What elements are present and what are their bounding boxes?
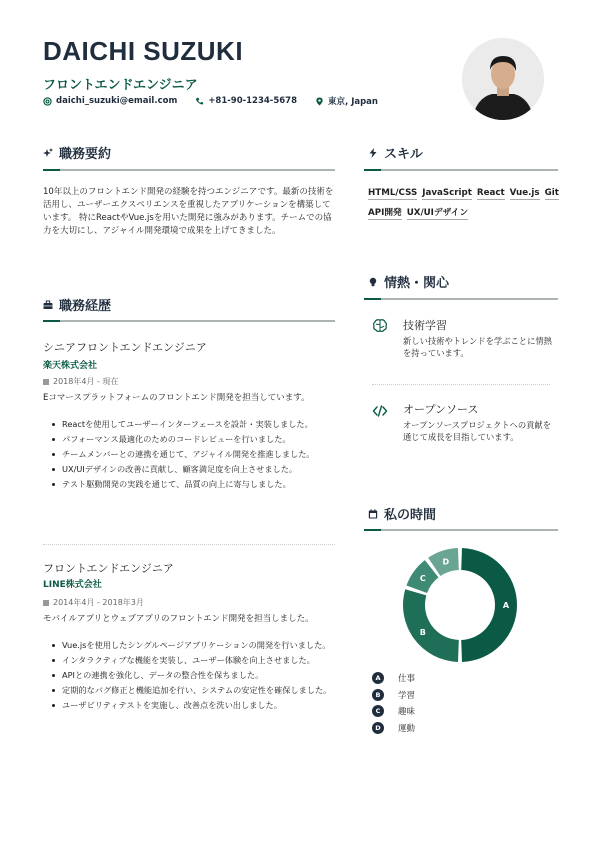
interest-desc-2: オープンソースプロジェクトへの貢献を通じて成長を目指しています。: [403, 420, 552, 442]
donut-label-c: C: [419, 573, 426, 583]
company-1: 楽天株式会社: [43, 361, 98, 371]
donut-label-d: D: [442, 557, 450, 567]
legend-label: 仕事: [398, 674, 416, 685]
list-item: ユーザビリティテストを実施し、改善点を洗い出しました。: [43, 699, 339, 711]
time-donut-chart: [395, 540, 525, 670]
donut-label-b: B: [419, 628, 426, 638]
job-period-2-text: 2014年4月 - 2018年3月: [53, 598, 144, 607]
list-item: テスト駆動開発の実践を通じて、品質の向上に寄与しました。: [43, 478, 333, 490]
contact-email[interactable]: [43, 95, 177, 107]
calendar-icon: [368, 509, 378, 519]
candidate-name: DAICHI SUZUKI: [43, 36, 244, 66]
skill-tag: React: [476, 188, 505, 198]
summary-divider: [43, 169, 335, 171]
skills-divider: [364, 169, 558, 171]
calendar-icon: [43, 379, 49, 385]
legend-marker-c: C: [372, 705, 384, 717]
time-legend: [372, 670, 415, 736]
calendar-icon: [43, 600, 49, 606]
legend-label: 学習: [398, 690, 416, 701]
list-item: インタラクティブな機能を実装し、ユーザー体験を向上させました。: [43, 654, 339, 666]
job-bullets-2: [43, 639, 339, 714]
job-separator: [43, 544, 335, 545]
lightbulb-icon: [368, 277, 378, 287]
location-text: 東京, Japan: [328, 97, 378, 107]
job-bullets-1: [43, 418, 333, 493]
interests-divider: [364, 298, 558, 300]
skills-heading: [368, 143, 423, 162]
legend-row: [372, 687, 415, 704]
interests-heading-text: 情熱・関心: [384, 276, 450, 291]
list-item: チームメンバーとの連携を通じて、アジャイル開発を推進しました。: [43, 448, 333, 460]
time-heading: [368, 504, 436, 523]
skill-tag: Git: [544, 188, 559, 198]
legend-marker-a: A: [372, 672, 384, 684]
location-pin-icon: [315, 97, 324, 106]
contact-location: [315, 95, 378, 107]
list-item: 定期的なバグ修正と機能追加を行い、システムの安定性を確保しました。: [43, 684, 339, 696]
time-heading-text: 私の時間: [384, 508, 437, 523]
skill-tag: UX/UIデザイン: [406, 208, 469, 218]
briefcase-icon: [43, 300, 53, 310]
job-period-1: [43, 376, 118, 387]
skills-heading-text: スキル: [384, 147, 423, 162]
contact-phone[interactable]: [195, 95, 297, 107]
job-summary-2: モバイルアプリとウェブアプリのフロントエンド開発を担当しました。: [43, 614, 314, 624]
legend-row: [372, 670, 415, 687]
legend-marker-b: B: [372, 689, 384, 701]
interest-desc-1: 新しい技術やトレンドを学ぶことに情熱を持っています。: [403, 336, 552, 358]
skill-tag: HTML/CSS: [368, 188, 418, 198]
job-summary-1: Eコマースプラットフォームのフロントエンド開発を担当しています。: [43, 393, 310, 403]
interests-heading: [368, 272, 449, 291]
job-title-2: フロントエンドエンジニア: [43, 562, 174, 575]
list-item: パフォーマンス最適化のためのコードレビューを行いました。: [43, 433, 333, 445]
summary-text: 10年以上のフロントエンド開発の経験を持つエンジニアです。最新の技術を活用し、ユーザーエクスペリエンスを重視したアプリケーションを構築しています。 特にReactやVue.jsを用いた開発に強みがあります。チームでの協力を大切にし、アジャイル開発環境で成果を上げてきました。: [43, 187, 334, 236]
person-avatar-icon: [462, 38, 544, 120]
brain-icon: [372, 318, 388, 334]
job-period-2: [43, 597, 144, 608]
profile-photo: [462, 38, 544, 120]
skill-tag: Vue.js: [509, 188, 540, 198]
contact-info: [43, 95, 378, 107]
candidate-job-title: フロントエンドエンジニア: [43, 78, 198, 93]
legend-row: [372, 720, 415, 737]
donut-label-a: A: [502, 601, 510, 610]
phone-icon: [195, 97, 204, 106]
legend-marker-d: D: [372, 722, 384, 734]
legend-row: [372, 703, 415, 720]
email-text: daichi_suzuki@email.com: [56, 96, 178, 106]
donut-slice-b: [403, 589, 459, 662]
time-divider: [364, 529, 558, 531]
code-icon: [372, 403, 388, 419]
sparkle-icon: [43, 148, 53, 158]
interest-title-1: 技術学習: [403, 319, 447, 332]
skill-tag: JavaScript: [422, 188, 472, 198]
experience-heading: [43, 295, 111, 314]
summary-heading-text: 職務要約: [59, 147, 112, 162]
skills-list: [368, 188, 563, 220]
phone-text: +81-90-1234-5678: [208, 96, 297, 106]
legend-label: 趣味: [398, 707, 416, 718]
interest-title-2: オープンソース: [403, 403, 479, 416]
experience-divider: [43, 320, 335, 322]
job-title-1: シニアフロントエンドエンジニア: [43, 341, 207, 354]
list-item: APIとの連携を強化し、データの整合性を保ちました。: [43, 669, 339, 681]
experience-heading-text: 職務経歴: [59, 299, 112, 314]
legend-label: 運動: [398, 723, 416, 734]
company-2: LINE株式会社: [43, 580, 102, 590]
list-item: UX/UIデザインの改善に貢献し、顧客満足度を向上させました。: [43, 463, 333, 475]
lightning-icon: [368, 148, 378, 158]
at-icon: [43, 97, 52, 106]
interest-separator: [372, 384, 550, 385]
skill-tag: API開発: [368, 208, 402, 218]
summary-heading: [43, 143, 111, 162]
list-item: Reactを使用してユーザーインターフェースを設計・実装しました。: [43, 418, 333, 430]
list-item: Vue.jsを使用したシングルページアプリケーションの開発を行いました。: [43, 639, 339, 651]
job-period-1-text: 2018年4月 - 現在: [53, 377, 119, 386]
